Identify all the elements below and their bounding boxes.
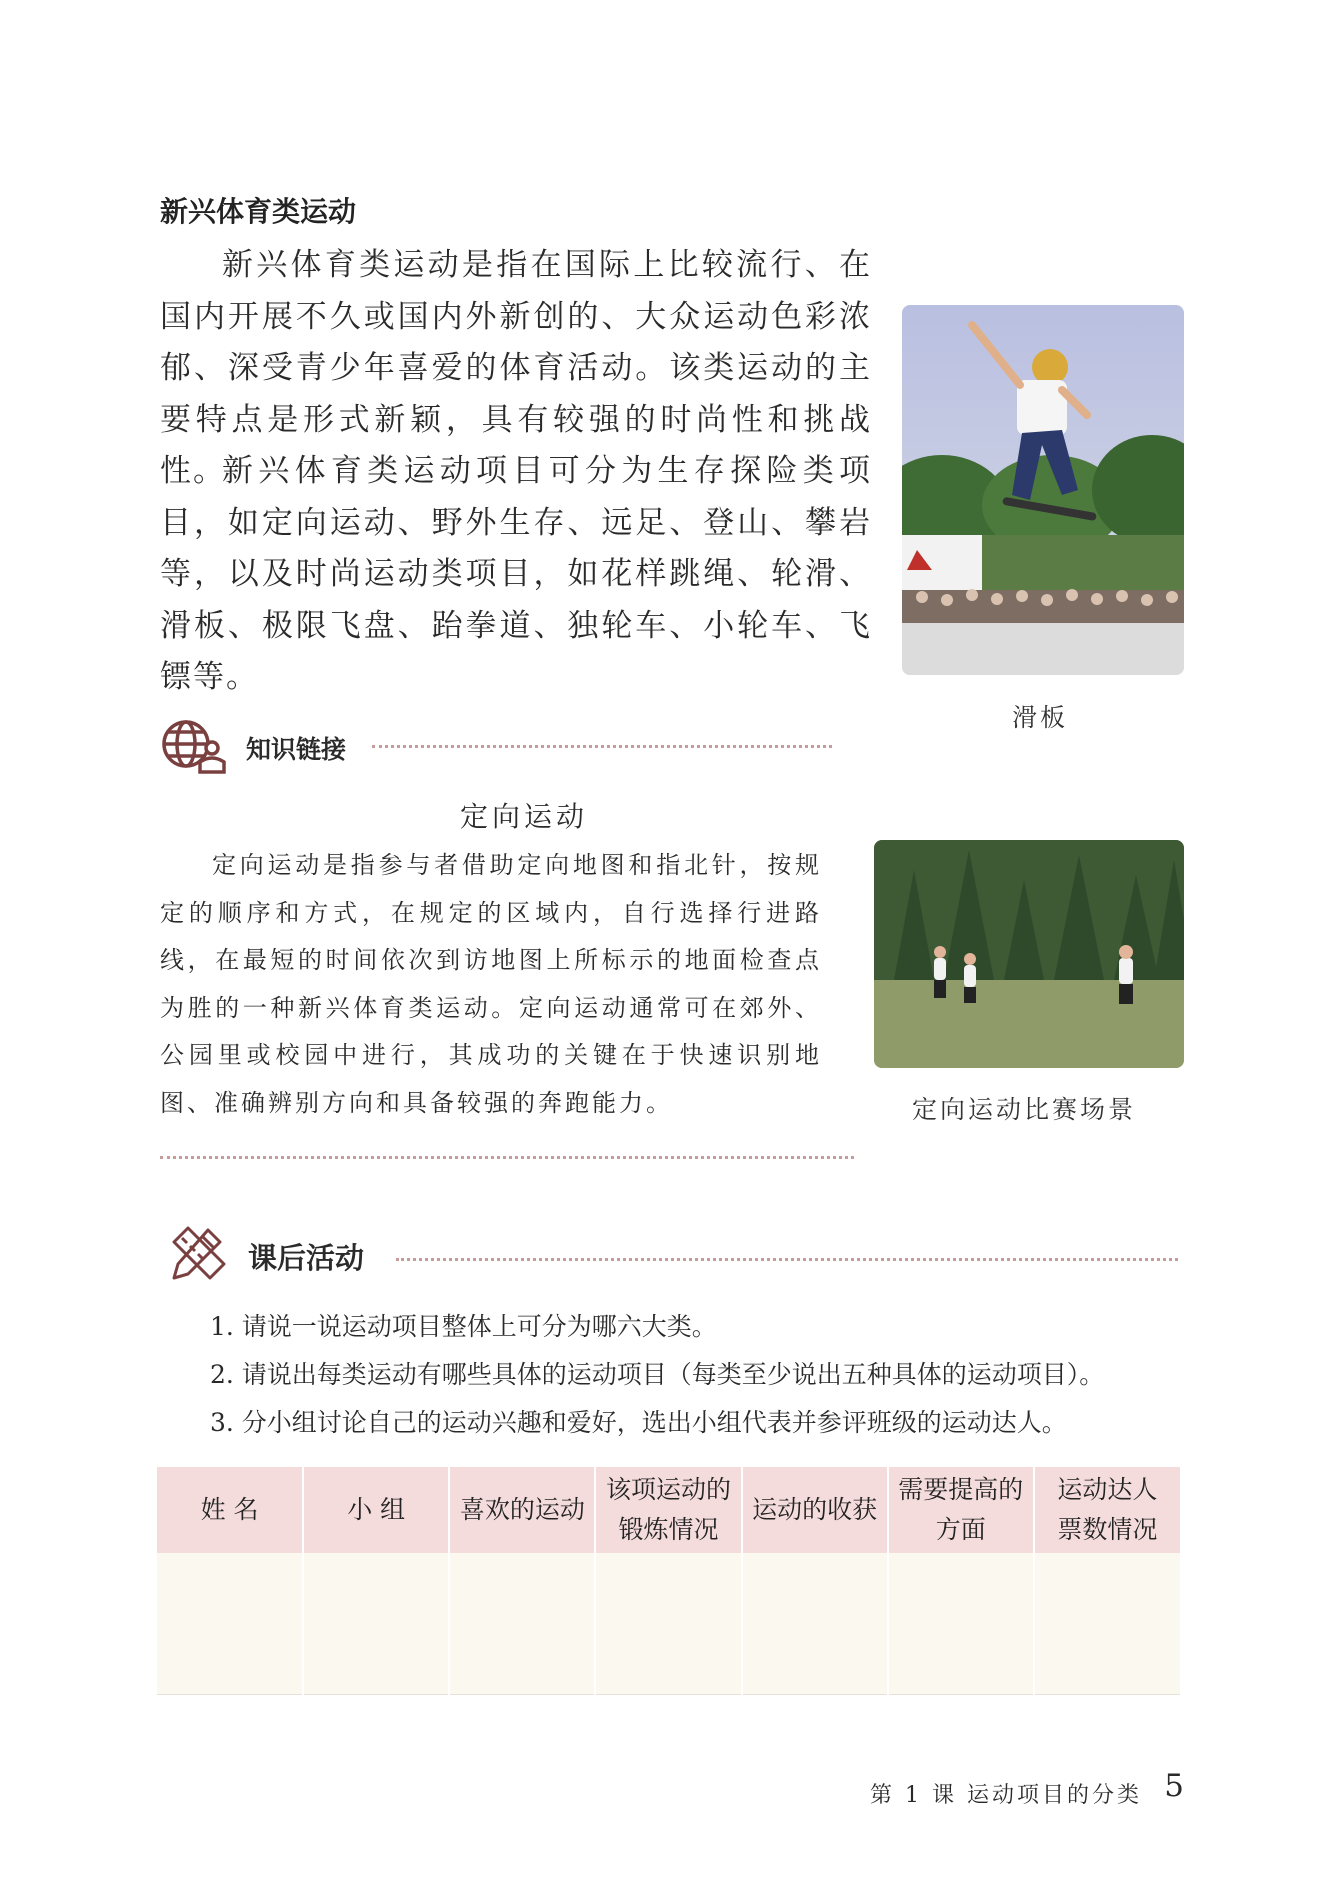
intro-paragraph: 新兴体育类运动是指在国际上比较流行、在国内开展不久或国内外新创的、大众运动色彩浓郁、深受青少年喜爱的体育活动。该类运动的主要特点是形式新颖，具有较强的时尚性和挑战性。: [160, 247, 872, 489]
header-group: 小 组: [303, 1467, 449, 1553]
header-votes: 运动达人 票数情况: [1034, 1467, 1180, 1553]
header-exercise-status: 该项运动的 锻炼情况: [595, 1467, 741, 1553]
table-cell[interactable]: [595, 1553, 741, 1695]
table-cell[interactable]: [1034, 1553, 1180, 1695]
table-cell[interactable]: [449, 1553, 595, 1695]
table-cell[interactable]: [742, 1553, 888, 1695]
activity-item: 3. 分小组讨论自己的运动兴趣和爱好，选出小组代表并参评班级的运动达人。: [210, 1408, 1067, 1437]
activity-list: [210, 1303, 1104, 1447]
header-gains: 运动的收获: [742, 1467, 888, 1553]
header-improve: 需要提高的 方面: [888, 1467, 1034, 1553]
ruler-pencil-icon: [168, 1222, 230, 1284]
activity-item: 1. 请说一说运动项目整体上可分为哪六大类。: [210, 1312, 717, 1341]
orienteering-title: 定向运动: [460, 800, 589, 833]
header-favorite-sport: 喜欢的运动: [449, 1467, 595, 1553]
skateboard-photo: [902, 305, 1184, 675]
knowledge-divider-bottom: [160, 1156, 854, 1159]
knowledge-divider-top: [372, 745, 832, 748]
page-number: 5: [1164, 1768, 1184, 1804]
categories-paragraph: 新兴体育类运动项目可分为生存探险类项目，如定向运动、野外生存、远足、登山、攀岩等，以及时尚运动类项目，如花样跳绳、轮滑、 滑板、极限飞盘、跆拳道、独轮车、小轮车、飞镖等。: [160, 453, 872, 695]
skateboard-caption: 滑板: [1012, 703, 1069, 732]
table-cell[interactable]: [888, 1553, 1034, 1695]
activity-divider: [396, 1258, 1178, 1261]
header-name: 姓 名: [157, 1467, 303, 1553]
footer-lesson: 第 1 课 运动项目的分类: [870, 1783, 1142, 1808]
orienteering-paragraph: 定向运动是指参与者借助定向地图和指北针，按规定的顺序和方式，在规定的区域内，自行选择行进路线，在最短的时间依次到访地图上所标示的地面检查点为胜的一种新兴体育类运动。定向运动通常可在郊外、公园里或校园中进行，其成功的关键在于快速识别地图、准确辨别方向和具备较强的奔跑能力。: [160, 851, 822, 1117]
table-row: [157, 1553, 1180, 1695]
activity-title: 课后活动: [248, 1241, 365, 1275]
section-title: 新兴体育类运动: [160, 195, 357, 228]
activity-table: [157, 1467, 1180, 1695]
orienteering-caption: 定向运动比赛场景: [912, 1095, 1137, 1124]
knowledge-link-title: 知识链接: [246, 735, 347, 764]
globe-people-icon: [160, 718, 230, 774]
table-cell[interactable]: [303, 1553, 449, 1695]
activity-item: 2. 请说出每类运动有哪些具体的运动项目（每类至少说出五种具体的运动项目）。: [210, 1360, 1105, 1389]
orienteering-photo: [874, 840, 1184, 1068]
table-header-row: [157, 1467, 1180, 1553]
table-cell[interactable]: [157, 1553, 303, 1695]
